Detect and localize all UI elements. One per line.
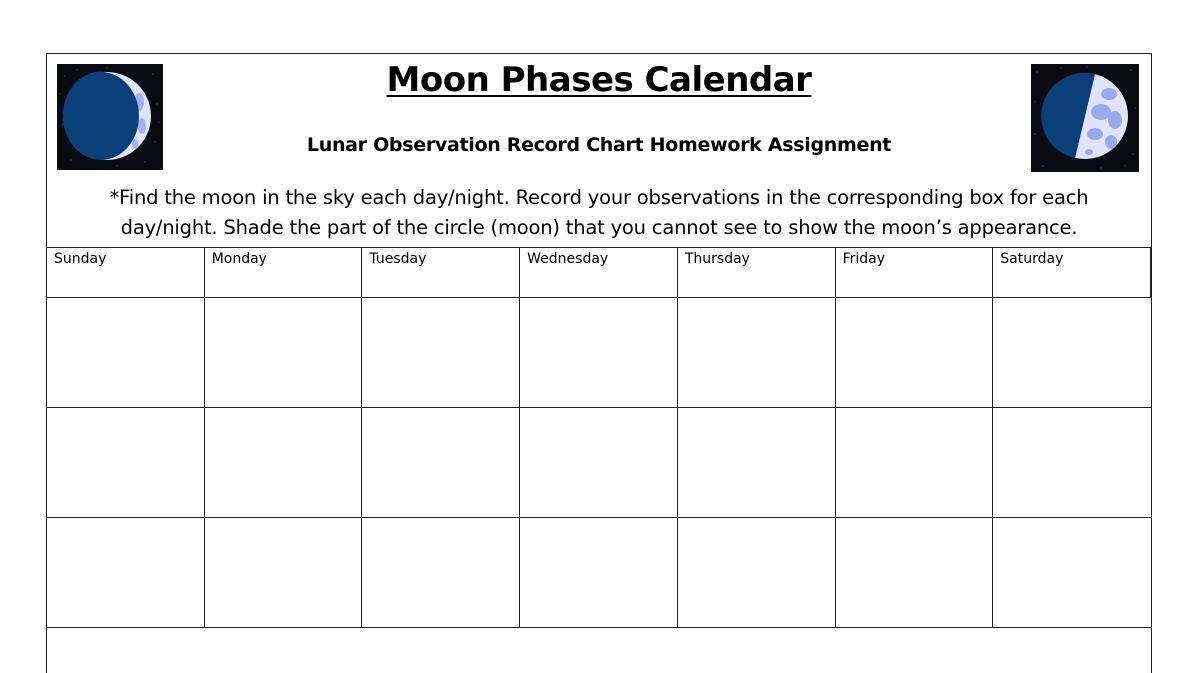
calendar-cell <box>993 408 1151 518</box>
calendar-cell <box>993 298 1151 408</box>
calendar-cell <box>362 408 520 518</box>
calendar-cell <box>362 518 520 628</box>
calendar-cell <box>836 408 994 518</box>
instructions-text <box>77 183 1121 243</box>
calendar-cell <box>205 518 363 628</box>
worksheet <box>46 53 1152 673</box>
page-title: Moon Phases Calendar <box>386 60 812 100</box>
day-header-tuesday: Tuesday <box>362 248 520 298</box>
day-header-friday: Friday <box>836 248 994 298</box>
calendar-cell <box>47 518 205 628</box>
calendar-cell <box>836 518 994 628</box>
calendar-cell <box>205 408 363 518</box>
page-subtitle: Lunar Observation Record Chart Homework Assignment <box>306 134 892 156</box>
day-header-sunday: Sunday <box>47 248 205 298</box>
calendar-cell <box>678 298 836 408</box>
calendar-cell <box>520 298 678 408</box>
calendar-cell <box>520 408 678 518</box>
calendar-cell <box>362 298 520 408</box>
calendar-cell <box>836 298 994 408</box>
calendar-cell <box>993 518 1151 628</box>
calendar-cell <box>47 298 205 408</box>
day-header-monday: Monday <box>205 248 363 298</box>
gibbous-moon-icon <box>1031 64 1139 172</box>
worksheet-header <box>47 54 1151 248</box>
day-header-wednesday: Wednesday <box>520 248 678 298</box>
calendar-cell <box>678 518 836 628</box>
instructions-line-1: *Find the moon in the sky each day/night. Record your observations in the corresponding box for each <box>109 186 1089 209</box>
calendar-cell <box>520 518 678 628</box>
calendar-cell <box>678 408 836 518</box>
gibbous-moon-graphic <box>1031 64 1139 172</box>
calendar-grid <box>47 248 1151 628</box>
calendar-cell <box>205 298 363 408</box>
instructions-line-2: day/night. Shade the part of the circle (moon) that you cannot see to show the moon’s appearance. <box>120 216 1078 239</box>
calendar-cell <box>47 408 205 518</box>
day-header-thursday: Thursday <box>678 248 836 298</box>
day-header-saturday: Saturday <box>993 248 1151 298</box>
